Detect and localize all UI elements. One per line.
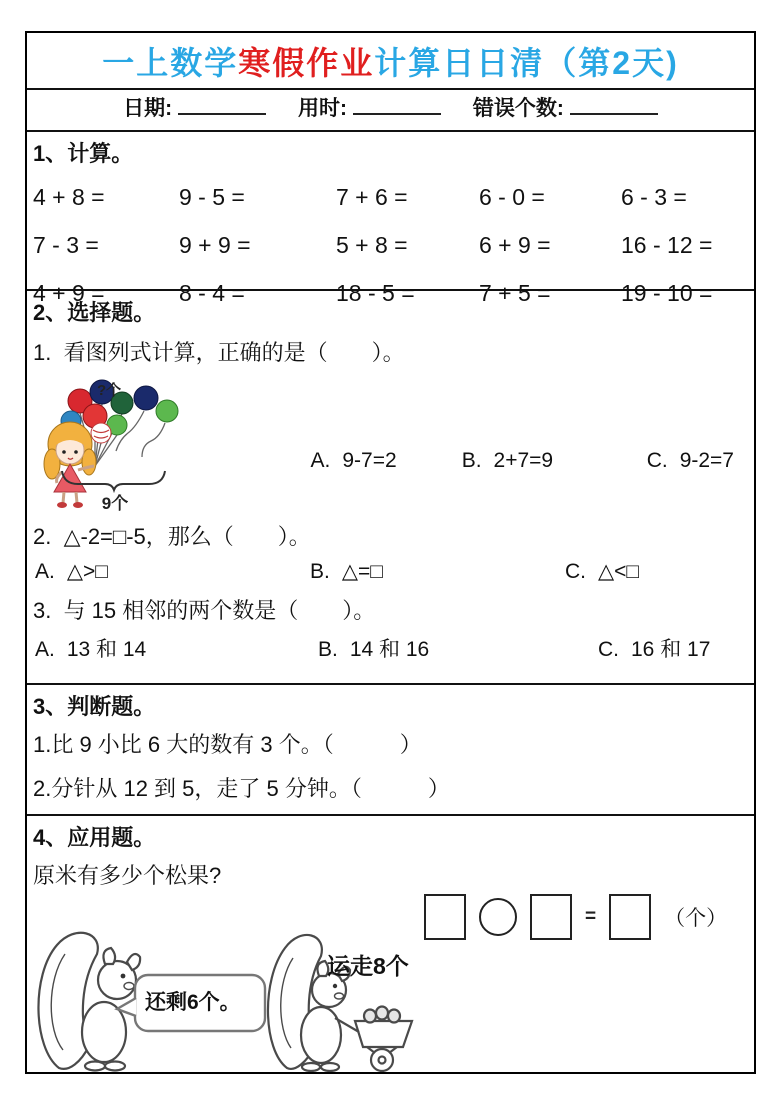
time-blank[interactable] — [353, 92, 441, 115]
section-4-heading: 4、应用题。 — [33, 825, 156, 850]
q3-option-a[interactable]: A. 13 和 14 — [35, 638, 147, 661]
answer-operator-circle[interactable] — [479, 898, 517, 936]
section-application — [27, 816, 754, 1076]
balloon-girl-illustration — [33, 371, 283, 517]
question-1-figure-row — [33, 371, 748, 517]
application-question-text: 原米有多少个松果? — [33, 863, 222, 888]
q3-option-c[interactable]: C. 16 和 17 — [598, 638, 711, 661]
calc-expression: 9 + 9 = — [179, 232, 251, 258]
calc-expression: 6 - 0 = — [479, 184, 545, 210]
section-1-heading: 1、计算。 — [33, 141, 134, 166]
title-part-daily: 计算日日清（第2天) — [374, 44, 679, 81]
q2-option-c[interactable]: C. △<□ — [565, 560, 640, 583]
section-calculation — [27, 132, 754, 306]
unit-label: （个） — [664, 907, 728, 930]
answer-equation-template — [424, 894, 727, 940]
q1-option-b[interactable]: B. 2+7=9 — [461, 449, 554, 472]
q2-option-b[interactable]: B. △=□ — [310, 560, 383, 583]
calc-expression: 6 + 9 = — [479, 232, 551, 258]
q2-option-a[interactable]: A. △>□ — [35, 560, 108, 583]
calc-expression: 7 - 3 = — [33, 232, 99, 258]
section-judgement — [27, 685, 754, 816]
calc-expression: 16 - 12 = — [621, 232, 713, 258]
judgement-item-1: 1.比 9 小比 6 大的数有 3 个。（ ） — [33, 732, 422, 757]
balloon-total-label: 9个 — [101, 494, 129, 513]
balloon-count-question-label: ?个 — [97, 382, 122, 399]
equals-sign: = — [585, 906, 597, 927]
worksheet — [25, 31, 756, 1074]
q1-option-a[interactable]: A. 9-7=2 — [310, 449, 397, 472]
answer-box-result[interactable] — [609, 894, 651, 940]
calc-expression: 19 - 10 = — [621, 280, 713, 306]
errors-label: 错误个数: — [472, 97, 564, 120]
calc-grid — [33, 184, 748, 307]
question-3-text: 3. 与 15 相邻的两个数是（ ）。 — [33, 598, 376, 623]
squirrel-illustration — [29, 920, 427, 1072]
calc-expression: 7 + 5 = — [479, 280, 551, 306]
title-part-holiday: 寒假作业 — [238, 44, 375, 81]
answer-box-first-number[interactable] — [424, 894, 466, 940]
judgement-item-2: 2.分针从 12 到 5，走了 5 分钟。（ ） — [33, 776, 450, 801]
answer-box-second-number[interactable] — [530, 894, 572, 940]
errors-blank[interactable] — [570, 92, 658, 115]
section-multiple-choice — [27, 291, 754, 685]
speech-bubble-text: 还剩6个。 — [145, 991, 241, 1014]
time-label: 用时: — [298, 97, 347, 120]
calc-expression: 6 - 3 = — [621, 184, 687, 210]
title-part-grade: 一上数学 — [102, 44, 239, 81]
date-group — [123, 90, 266, 128]
calc-expression: 4 + 8 = — [33, 184, 105, 210]
question-2-options — [33, 557, 748, 593]
q3-option-b[interactable]: B. 14 和 16 — [318, 638, 430, 661]
calc-expression: 4 + 9 = — [33, 280, 105, 306]
question-3-options — [33, 631, 748, 667]
date-label: 日期: — [123, 97, 173, 120]
calc-expression: 8 - 4 = — [179, 280, 245, 306]
calc-expression: 9 - 5 = — [179, 184, 245, 210]
date-blank[interactable] — [178, 92, 266, 115]
meta-row — [27, 90, 754, 132]
section-3-heading: 3、判断题。 — [33, 694, 156, 719]
errors-group — [473, 90, 658, 128]
question-1-text: 1. 看图列式计算，正确的是（ ）。 — [33, 340, 405, 365]
time-group — [298, 90, 441, 128]
question-2-text: 2. △-2=□-5，那么（ ）。 — [33, 524, 311, 549]
calc-expression: 5 + 8 = — [336, 232, 408, 258]
calc-expression: 18 - 5 = — [336, 280, 415, 306]
section-2-heading: 2、选择题。 — [33, 300, 156, 325]
page-title — [27, 33, 754, 90]
calc-expression: 7 + 6 = — [336, 184, 408, 210]
cart-label: 运走8个 — [327, 953, 409, 979]
q1-option-c[interactable]: C. 9-2=7 — [646, 449, 734, 472]
